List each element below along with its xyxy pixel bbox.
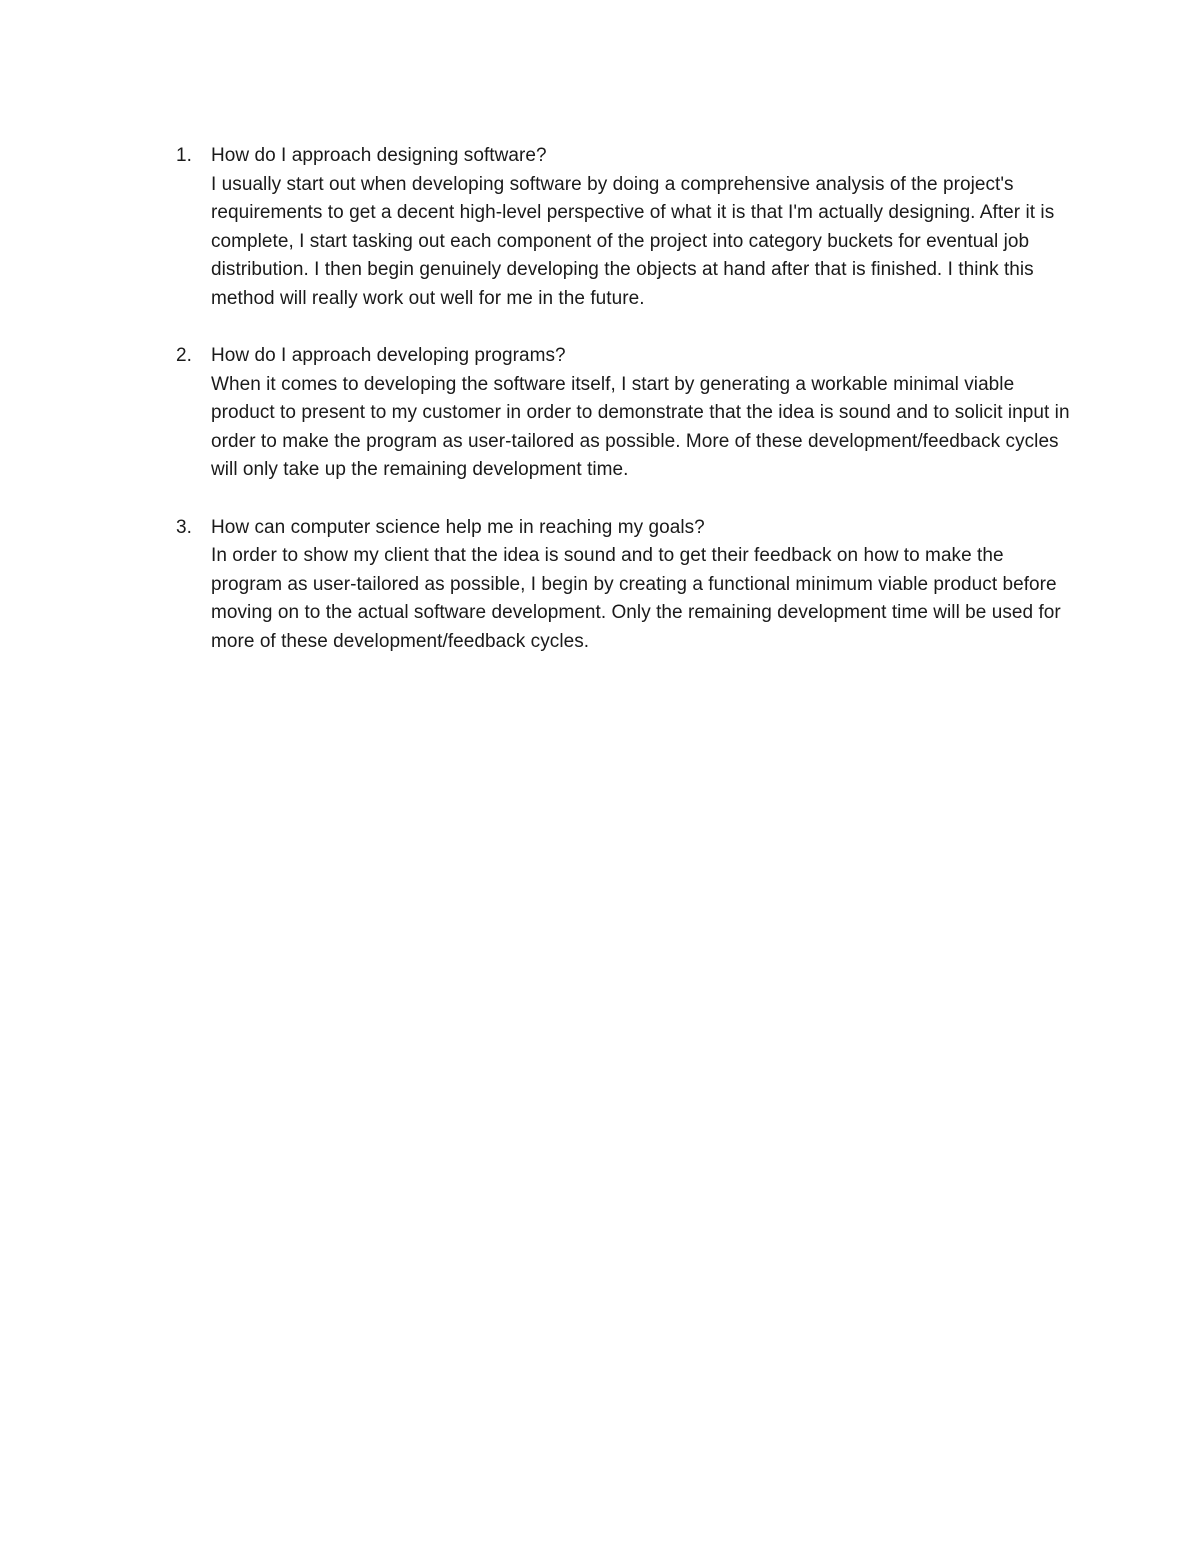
- question-text: How can computer science help me in reaching my goals?: [211, 516, 705, 538]
- answer-text: In order to show my client that the idea is sound and to get their feedback on how to make the program as user-tailored as possible, I begin by creating a functional minimum viable product before moving on to the actual software development. Only the remaining development time will be used for more of these development/feedback cycles.: [211, 545, 1061, 652]
- list-item: [0, 142, 1200, 313]
- item-number: 2.: [176, 345, 192, 366]
- list-item: [0, 342, 1200, 485]
- question-list: [0, 142, 1200, 685]
- item-number: 3.: [176, 516, 192, 538]
- question-text: How do I approach developing programs?: [211, 345, 566, 366]
- list-item: [0, 514, 1200, 657]
- answer-text: When it comes to developing the software itself, I start by generating a workable minimal viable product to present to my customer in order to demonstrate that the idea is sound and to solicit input in order to make the program as user-tailored as possible. More of these development/feedback cycles will only take up the remaining development time.: [211, 373, 1070, 480]
- question-text: How do I approach designing software?: [211, 145, 547, 166]
- item-number: 1.: [176, 145, 192, 166]
- answer-text: I usually start out when developing software by doing a comprehensive analysis of the project's requirements to get a decent high-level perspective of what it is that I'm actually designing. After it is complete, I start tasking out each component of the project into category buckets for eventual job distribution. I then begin genuinely developing the objects at hand after that is finished. I think this method will really work out well for me in the future.: [211, 173, 1055, 309]
